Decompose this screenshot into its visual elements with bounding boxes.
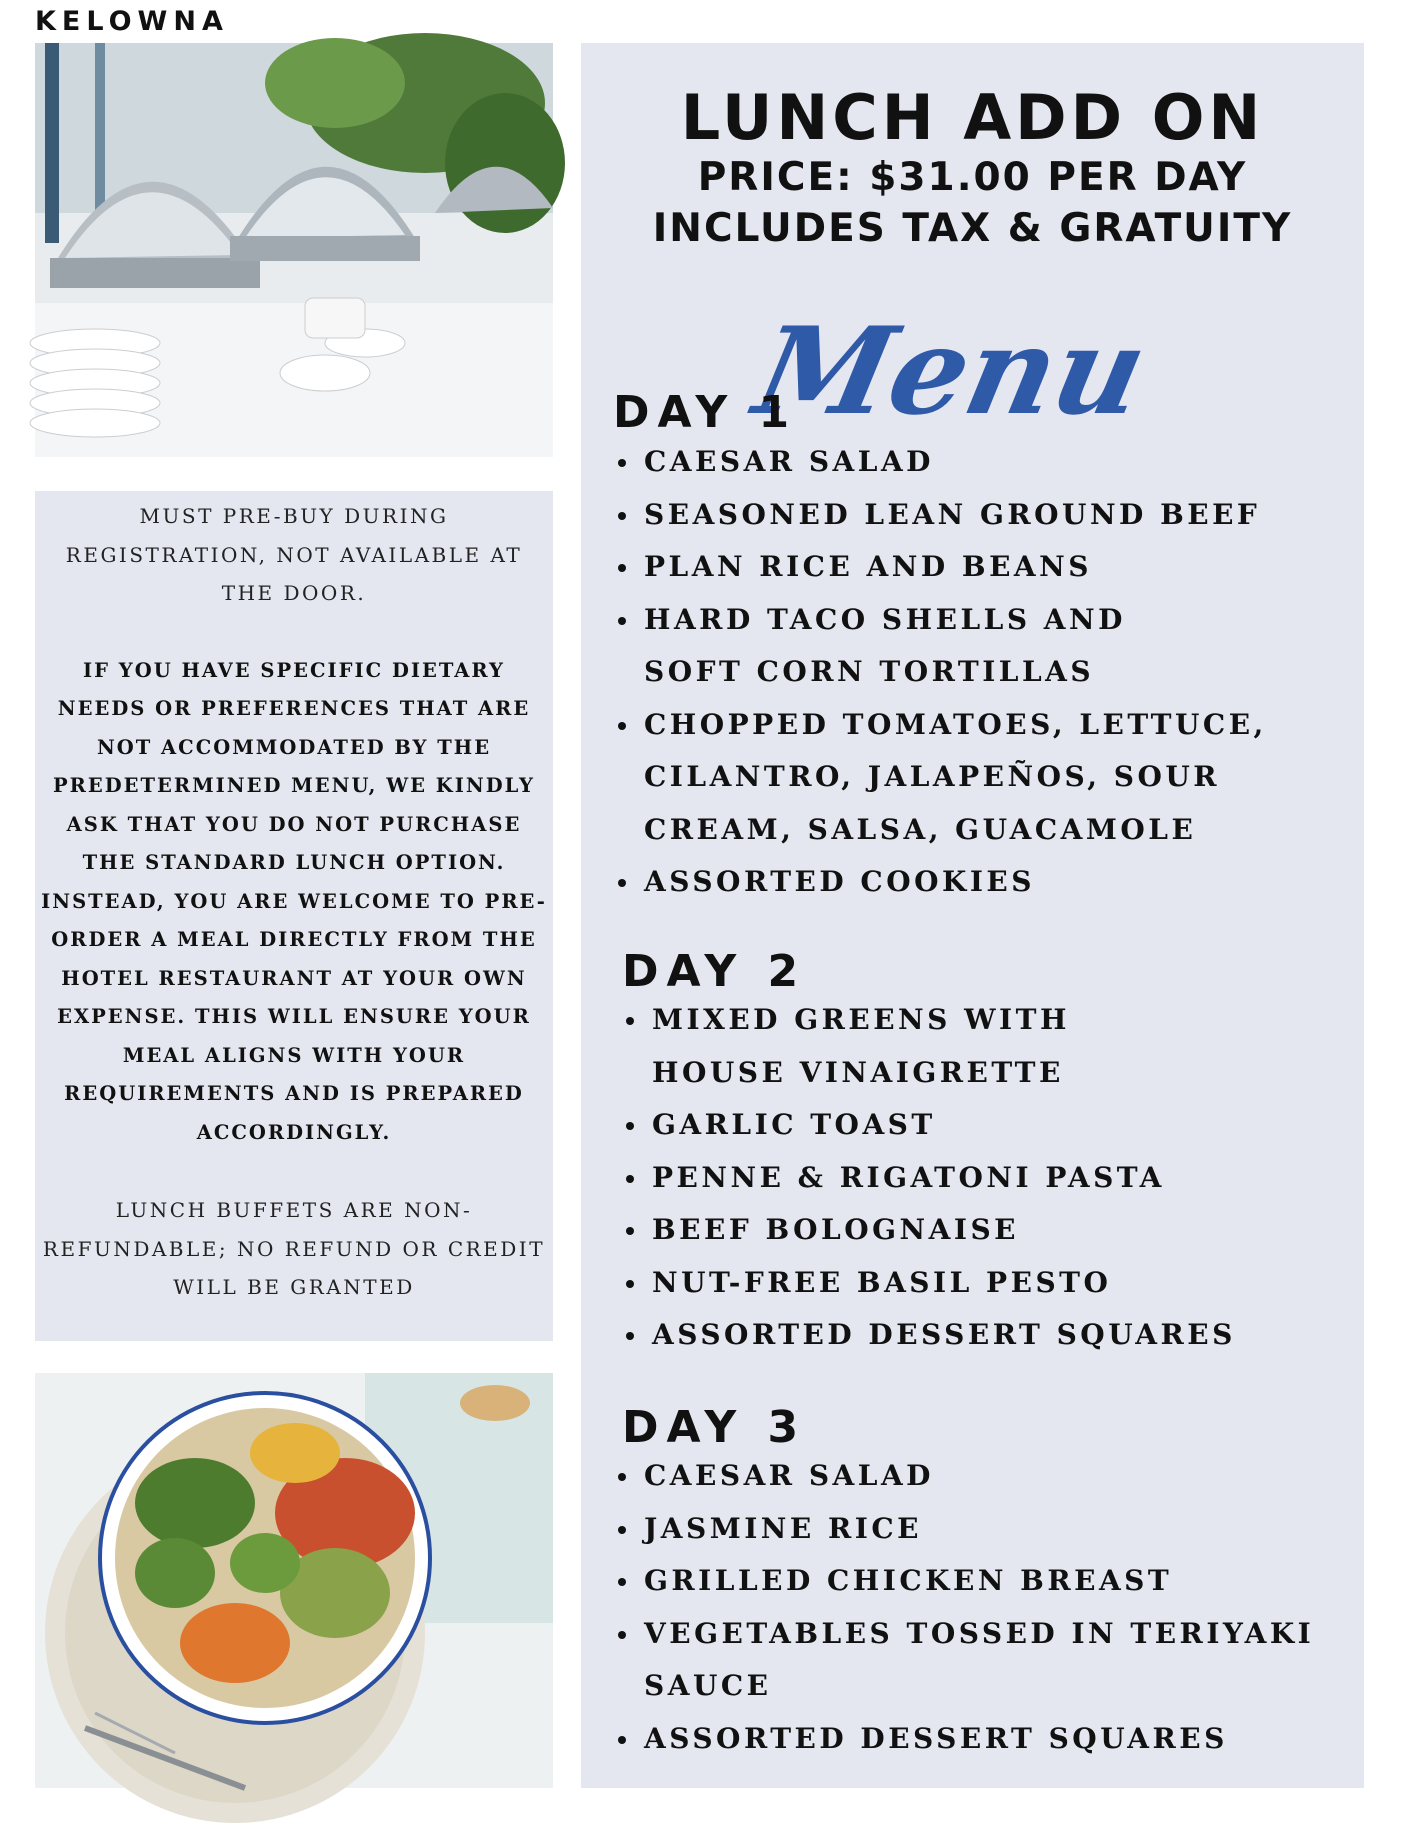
day-2-heading: DAY 2 bbox=[622, 946, 807, 997]
buffet-photo bbox=[35, 43, 553, 457]
menu-item: CAESAR SALAD bbox=[612, 1450, 1352, 1503]
day-3-items bbox=[612, 1450, 1352, 1765]
menu-item: ASSORTED DESSERT SQUARES bbox=[620, 1309, 1340, 1362]
location-label: KELOWNA bbox=[35, 6, 229, 37]
menu-item: CAESAR SALAD bbox=[612, 436, 1352, 489]
menu-item: VEGETABLES TOSSED IN TERIYAKI SAUCE bbox=[612, 1608, 1324, 1713]
day-1-items bbox=[612, 436, 1352, 909]
day-2-items bbox=[620, 994, 1340, 1362]
menu-item: GRILLED CHICKEN BREAST bbox=[612, 1555, 1352, 1608]
pre-buy-notice: MUST PRE-BUY DURING REGISTRATION, NOT AVAILABLE AT THE DOOR. bbox=[65, 504, 523, 605]
menu-title: LUNCH ADD ON bbox=[680, 81, 1265, 154]
menu-item: GARLIC TOAST bbox=[620, 1099, 1340, 1152]
menu-item: PENNE & RIGATONI PASTA bbox=[620, 1152, 1340, 1205]
price-line: PRICE: $31.00 PER DAY bbox=[697, 155, 1248, 200]
menu-item: CHOPPED TOMATOES, LETTUCE, CILANTRO, JALAPEÑOS, SOUR CREAM, SALSA, GUACAMOLE bbox=[612, 699, 1284, 857]
tax-line: INCLUDES TAX & GRATUITY bbox=[652, 206, 1293, 251]
dietary-notice: IF YOU HAVE SPECIFIC DIETARY NEEDS OR PREFERENCES THAT ARE NOT ACCOMMODATED BY THE PREDETERMINED MENU, WE KINDLY ASK THAT YOU DO NOT PURCHASE THE STANDARD LUNCH OPTION. INSTEAD, YOU ARE WELCOME TO PRE-ORDER A MEAL DIRECTLY FROM THE HOTEL RESTAURANT AT YOUR OWN EXPENSE. THIS WILL ENSURE YOUR MEAL ALIGNS WITH YOUR REQUIREMENTS AND IS PREPARED ACCORDINGLY. bbox=[41, 658, 547, 1144]
buffet-image bbox=[35, 43, 553, 457]
menu-item: SEASONED LEAN GROUND BEEF bbox=[612, 489, 1352, 542]
menu-item: PLAN RICE AND BEANS bbox=[612, 541, 1352, 594]
menu-item: JASMINE RICE bbox=[612, 1503, 1352, 1556]
menu-item: HARD TACO SHELLS AND SOFT CORN TORTILLAS bbox=[612, 594, 1184, 699]
refund-notice: LUNCH BUFFETS ARE NON-REFUNDABLE; NO REFUND OR CREDIT WILL BE GRANTED bbox=[42, 1198, 546, 1299]
food-bowl-image bbox=[35, 1373, 553, 1788]
info-box bbox=[35, 491, 553, 1341]
menu-item: ASSORTED COOKIES bbox=[612, 856, 1352, 909]
menu-item: NUT-FREE BASIL PESTO bbox=[620, 1257, 1340, 1310]
menu-item: BEEF BOLOGNAISE bbox=[620, 1204, 1340, 1257]
script-menu-text: Menu bbox=[744, 300, 1159, 442]
food-bowl-photo bbox=[35, 1373, 553, 1788]
menu-item: MIXED GREENS WITH HOUSE VINAIGRETTE bbox=[620, 994, 1212, 1099]
day-1-heading: DAY 1 bbox=[613, 387, 798, 438]
day-3-heading: DAY 3 bbox=[622, 1402, 807, 1453]
menu-item: ASSORTED DESSERT SQUARES bbox=[612, 1713, 1352, 1766]
